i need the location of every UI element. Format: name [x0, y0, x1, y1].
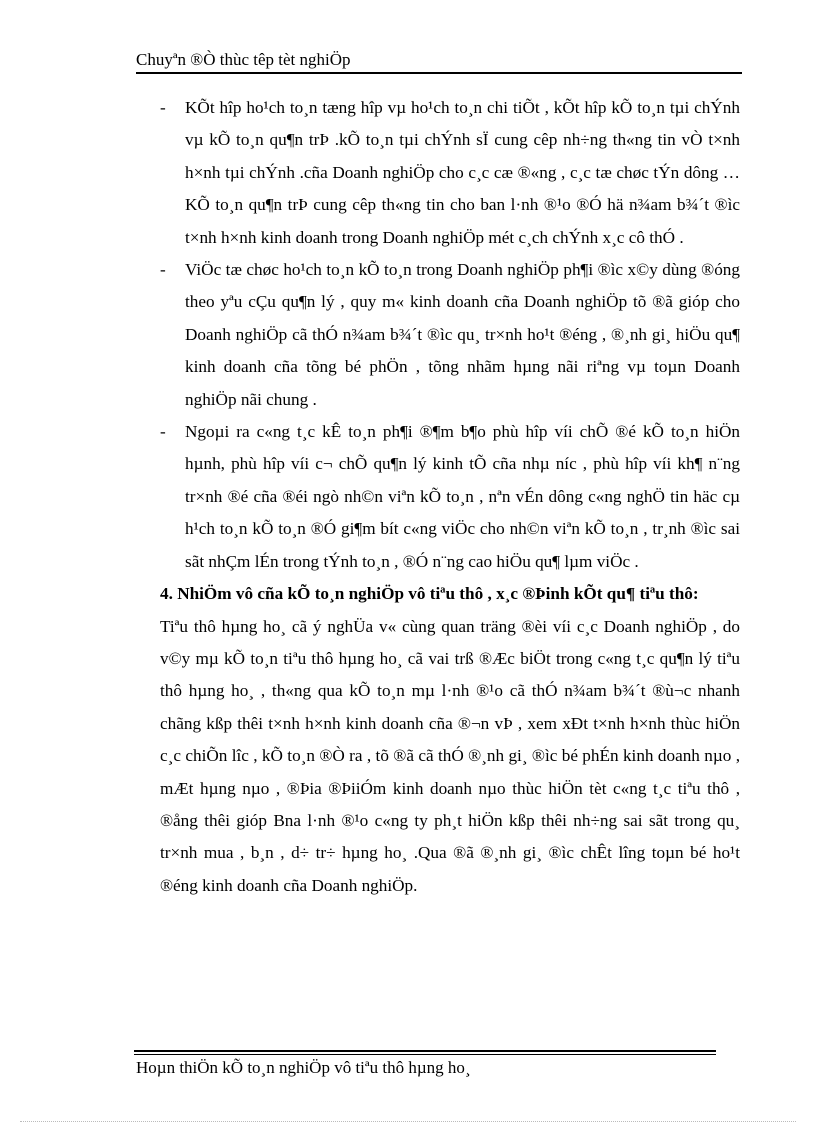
bullet-text: ViÖc tæ chøc ho¹ch to¸n kÕ to¸n trong Doanh nghiÖp ph¶i ®ìc x©y dùng ®óng theo yªu cÇu qu¶n lý , quy m« kinh doanh cña Doanh nghiÖp tõ ®ã gióp cho Doanh nghiÖp cã thÓ n¾am b¾´t ®ìc qu¸ tr×nh ho¹t ®éng , ®¸nh gi¸ hiÖu qu¶ kinh doanh cña tõng bé phÖn , tõng nhãm hµng nãi riªng vµ toµn Doanh nghiÖp nãi chung . [185, 260, 740, 409]
page-header [136, 50, 742, 74]
page-footer [136, 1058, 736, 1078]
document-body [160, 92, 740, 902]
footer-title: Hoµn thiÖn kÕ to¸n nghiÖp vô tiªu thô hµng ho¸ [136, 1058, 471, 1077]
bullet-text: Ngoµi ra c«ng t¸c kÊ to¸n ph¶i ®¶m b¶o phù hîp víi chÕ ®é kÕ to¸n hiÖn hµnh, phù hîp víi c¬ chÕ qu¶n lý kinh tÕ cña nhµ níc , phù hîp víi kh¶ n¨ng tr×nh ®é cña ®éi ngò nh©n viªn kÕ to¸n , nªn vÉn dông c«ng nghÖ tin häc cµ h¹ch to¸n kÕ to¸n ®Ó gi¶m bít c«ng viÖc cho nh©n viªn kÕ to¸n , tr¸nh ®ìc sai sãt nhÇm lÉn trong tÝnh to¸n , ®Ó n¨ng cao hiÖu qu¶ lµm viÖc . [185, 422, 740, 571]
bullet-dash: - [160, 422, 166, 442]
header-title: Chuyªn ®Ò thùc têp tèt nghiÖp [136, 50, 351, 69]
bullet-text: KÕt hîp ho¹ch to¸n tæng hîp vµ ho¹ch to¸n chi tiÕt , kÕt hîp kÕ to¸n tµi chÝnh vµ kÕ to¸n qu¶n trÞ .kÕ to¸n tµi chÝnh sÏ cung cêp nh÷ng th«ng tin vÒ t×nh h×nh tµi chÝnh .cña Doanh nghiÖp cho c¸c cæ ®«ng , c¸c tæ chøc tÝn dông … KÕ to¸n qu¶n trÞ cung cêp th«ng tin cho ban l·nh ®¹o ®Ó hä n¾am b¾´t ®ìc t×nh h×nh kinh doanh trong Doanh nghiÖp mét c¸ch chÝnh x¸c cô thÓ . [185, 98, 740, 247]
bullet-item [160, 416, 740, 578]
footer-rule-thick [134, 1050, 716, 1052]
bullet-dash: - [160, 98, 166, 117]
section-heading: 4. NhiÖm vô cña kÕ to¸n nghiÖp vô tiªu thô , x¸c ®Þinh kÕt qu¶ tiªu thô: [160, 584, 699, 604]
bullet-item [160, 92, 740, 254]
bullet-item [160, 254, 740, 416]
section-paragraph: Tiªu thô hµng ho¸ cã ý nghÜa v« cùng quan träng ®èi víi c¸c Doanh nghiÖp , do v©y mµ kÕ to¸n tiªu thô hµng ho¸ cã vai trß ®Æc biÖt trong c«ng t¸c qu¶n lý tiªu thô hµng ho¸ , th«ng qua kÕ to¸n mµ l·nh ®¹o cã thÓ n¾am b¾´t ®ù¬c nhanh chãng kßp thêi t×nh h×nh kinh doanh cña ®¬n vÞ , xem xÐt t×nh h×nh thùc hiÖn c¸c chiÕn lîc , kÕ to¸n ®Ò ra , tõ ®ã cã thÓ ®¸nh gi¸ ®ìc bé phÉn kinh doanh nµo , mÆt hµng nµo , ®Þia ®ÞiiÓm kinh doanh nµo thùc hiÖn tèt c«ng t¸c tiªu thô , ®ång thêi gióp Bna l·nh ®¹o c«ng ty ph¸t hiÖn kßp thêi nh÷ng sai sãt trong qu¸ tr×nh mua , b¸n , d÷ tr÷ hµng ho¸ .Qua ®ã ®¸nh gi¸ ®ìc chÊt lîng toµn bé ho¹t ®éng kinh doanh cña Doanh nghiÖp. [160, 616, 740, 895]
bullet-dash: - [160, 260, 166, 280]
page-bottom-dotted-rule [20, 1121, 796, 1122]
footer-rule-thin [134, 1054, 716, 1055]
